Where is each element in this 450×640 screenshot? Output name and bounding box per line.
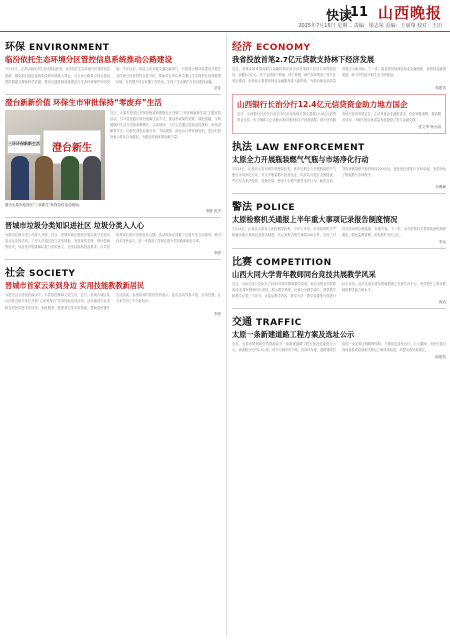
divider [232, 248, 446, 249]
section-title-en: TRAFFIC [256, 318, 302, 329]
section-traffic [232, 313, 446, 328]
photo-sign-text: 澄台新生 [52, 143, 92, 155]
article-headline: 临汾依托生态环境分区管控信息系统推动公路建设 [5, 55, 173, 64]
page-header [0, 0, 450, 32]
article-photo-block [5, 110, 221, 208]
section-title-en: LAW ENFORCEMENT [256, 142, 365, 153]
section-title-zh: 环保 [5, 42, 25, 53]
photo-person [83, 156, 101, 200]
section-police [232, 198, 446, 213]
article-headline: 太原检察机关通报上半年重大事项记录报告制度情况 [232, 215, 398, 225]
left-column [5, 34, 221, 317]
section-title-en: POLICE [256, 203, 296, 214]
photo-person [61, 156, 79, 200]
article-body: 为推动垃圾分类工作深入开展，近日，晋城市城区组织开展垃圾分类知识进社区宣传活动。工作人员通过设立宣传展板、发放宣传手册、现场答疑等形式，向居民详细讲解垃圾分类的意义、分类标准和投放要求，引导居民养成垃圾分类的良好习惯。活动现场还设置了垃圾分类互动游戏，吸引众多居民参与，进一步提高了居民垃圾分类知晓率和参与率。 [5, 232, 221, 249]
article-headline: 晋城市首家云来到身边 实用技能教教新居民 [5, 281, 145, 291]
divider [5, 94, 221, 95]
article-author: 张文琴 杨小丽 [418, 124, 441, 129]
column-divider [226, 36, 227, 636]
article-body: 近日，山西银行长治分行成功为长治市某地方国企提供12.4亿元信贷资金支持，有力保障了企业重点项目建设和生产经营需要。该行坚持服务地方经济发展定位，主动对接企业融资需求，优化审批流程，提高服务效率，为地方国企高质量发展提供了有力金融支撑。 [237, 112, 441, 123]
article-body: 近日，山西大同大学举办了2025年青年教师教学竞赛，来自全校各学院的50余名青年教师同台竞技，展示教学风采。比赛分为教学设计、课堂教学和教学反思三个环节，评委从教学内容、教学方法、教学效果等方面进行综合评价。此次比赛为青年教师搭建了交流学习平台，有效提升了青年教师的教学能力和水平。 [232, 281, 446, 298]
article-headline: 太原一条新建道路工程方案及选址公示 [232, 330, 355, 340]
news-photo [5, 110, 105, 200]
photo-person [11, 156, 29, 200]
article-headline: 山西大同大学青年教师同台竞技共展教学风采 [232, 269, 376, 279]
section-title-zh: 警法 [232, 202, 252, 214]
article-author: 李婷 [213, 311, 221, 316]
section-title-en: ECONOMY [256, 43, 311, 53]
article-author: 李婷 [213, 251, 221, 256]
section-title-zh: 执法 [232, 141, 252, 153]
section-competition [232, 253, 446, 268]
section-title-en: COMPETITION [256, 257, 332, 268]
issue-meta: 2025年7月15日 星期二 责编：梁志荣 美编：王丽翔 校对：王田 [298, 23, 442, 29]
photo-caption: 图为太原市迎泽区“三环新生”环保宣传活动现场。 [5, 202, 83, 207]
section-title-zh: 交通 [232, 317, 252, 329]
article-headline: 澄台新新价值 环保生市审批保持“零废弃”生活 [5, 98, 162, 108]
boxed-article [232, 94, 446, 134]
article-author: 武佳 [213, 86, 221, 91]
article-author: 李戈 [438, 239, 446, 244]
article-author: 李静 范杰 [205, 208, 221, 213]
divider [232, 193, 446, 194]
section-title-en: ENVIRONMENT [29, 43, 110, 53]
right-column [232, 34, 446, 360]
divider [5, 259, 221, 260]
article-author: 薛达 [438, 300, 446, 305]
divider [232, 308, 446, 309]
section-economy [232, 38, 446, 53]
article-headline: 太原全力开展瓶装燃气气瓶与市场净化行动 [232, 154, 369, 164]
article-body: 近日，太原市迎泽区老军营街道新建街社区开展“三环环保新新生活”主题宣传活动，引导居民践行绿色低碳生活方式，推动形成简约适度、绿色低碳、文明健康的生活方式和消费模式。活动现场，工作人员通过发放宣传资料、现场讲解等方式，向居民普及垃圾分类、节能减排、绿色出行等环保知识。居民们纷纷表示将从自身做起，为建设美丽家园贡献力量。 [110, 110, 221, 140]
article-body: 为提升社区居民技能水平，丰富居民精神文化生活，近日，晋城市城区某社区联合相关单位开展“云来到身边”实用技能培训活动。活动邀请专业老师为居民讲授手机应用、家政服务、健康养生等实用技能，帮助居民提升生活品质。参加培训的居民纷纷表示，此次活动内容丰富、实用性强，让大家学到了不少新知识。 [5, 293, 221, 310]
article-body: 近日，省林业和草原局联合金融机构完成全省首笔林下经济专项贷款投放，金额2.7亿元，用于支持林下种植、林下养殖、林产品采集加工等产业项目建设。此举标志着我省林业金融服务进入新阶段，为推动林业高质量发展注入新动能。下一步，我省将持续深化林业金融创新，拓宽林业融资渠道，助力乡村振兴和生态文明建设。 [232, 67, 446, 84]
article-body: 7月14日，记者从太原市城乡管理局获悉，该市近期全力开展瓶装燃气气瓶与市场净化行动，对全市瓶装燃气经营企业、供应站点进行全面排查，严厉打击非法经营、违规充装、使用不合格气瓶等违法行为。截至目前，共检查瓶装燃气经营场所200余处，查处违法违规行为30余起，有效净化了瓶装燃气市场秩序。 [232, 166, 446, 183]
article-body: 近日，太原市规划和自然资源局对一条新建道路工程方案及选址进行公示。该道路全长约2.5公里，设计为城市次干路，双向四车道，道路建成后将进一步完善区域路网结构，方便周边居民出行。公示期间，市民可通过现场查看或登录相关网站了解详细信息，并提出意见和建议。 [232, 342, 446, 353]
article-headline: 我省投放首笔2.7亿元贷款支持林下经济发展 [232, 55, 375, 64]
section-title-zh: 社会 [5, 268, 25, 280]
section-label: 快读 [325, 9, 352, 24]
section-title-zh: 比赛 [232, 256, 252, 268]
section-title-en: SOCIETY [29, 269, 76, 280]
section-environment [5, 38, 221, 53]
article-headline: 晋城市垃圾分类知识进社区 垃圾分类入人心 [5, 220, 145, 230]
article-body: 7月14日，记者从太原市人民检察院获悉，今年上半年，全市检察机关严格落实重大事项记录报告制度，共记录报告相关事项100余件，实现了对司法活动的全程留痕、有据可查。下一步，全市检察机关将持续深化制度落实，强化监督管理，切实维护司法公正。 [232, 227, 446, 238]
photo-banner-text: 三环环保新新生活 [8, 140, 40, 146]
divider [5, 217, 221, 218]
article-author: 薛建英 [435, 354, 446, 359]
article-author: 米俊峰 [435, 185, 446, 190]
page-number: 11 [346, 5, 368, 20]
section-title-zh: 经济 [232, 42, 252, 53]
article-author: 郭建英 [435, 85, 446, 90]
newspaper-logo: 山西晚报 [377, 4, 442, 22]
article-body: 7月13日，记者从临汾市生态环境局获悉，该市依托生态环境分区管控信息系统，强化项目选址选线阶段的环境准入判定，为全市公路重点项目建设提供数据支撑和科学依据，推动交通基础设施建设与生态环境保护协同发展。今年以来，该局主动对接交通运输部门，对拟建公路项目提前开展生态环境分区管控符合性分析，帮助项目单位科学避让生态保护红线等敏感区域，有效提升项目前期工作效率，实现了生态保护与项目建设双赢。 [5, 67, 221, 84]
article-headline: 山西银行长治分行12.4亿元信贷资金助力地方国企 [237, 99, 408, 109]
section-society [5, 264, 221, 279]
section-law-enforcement [232, 138, 446, 153]
photo-person [35, 156, 53, 200]
photo-banner [7, 134, 41, 154]
